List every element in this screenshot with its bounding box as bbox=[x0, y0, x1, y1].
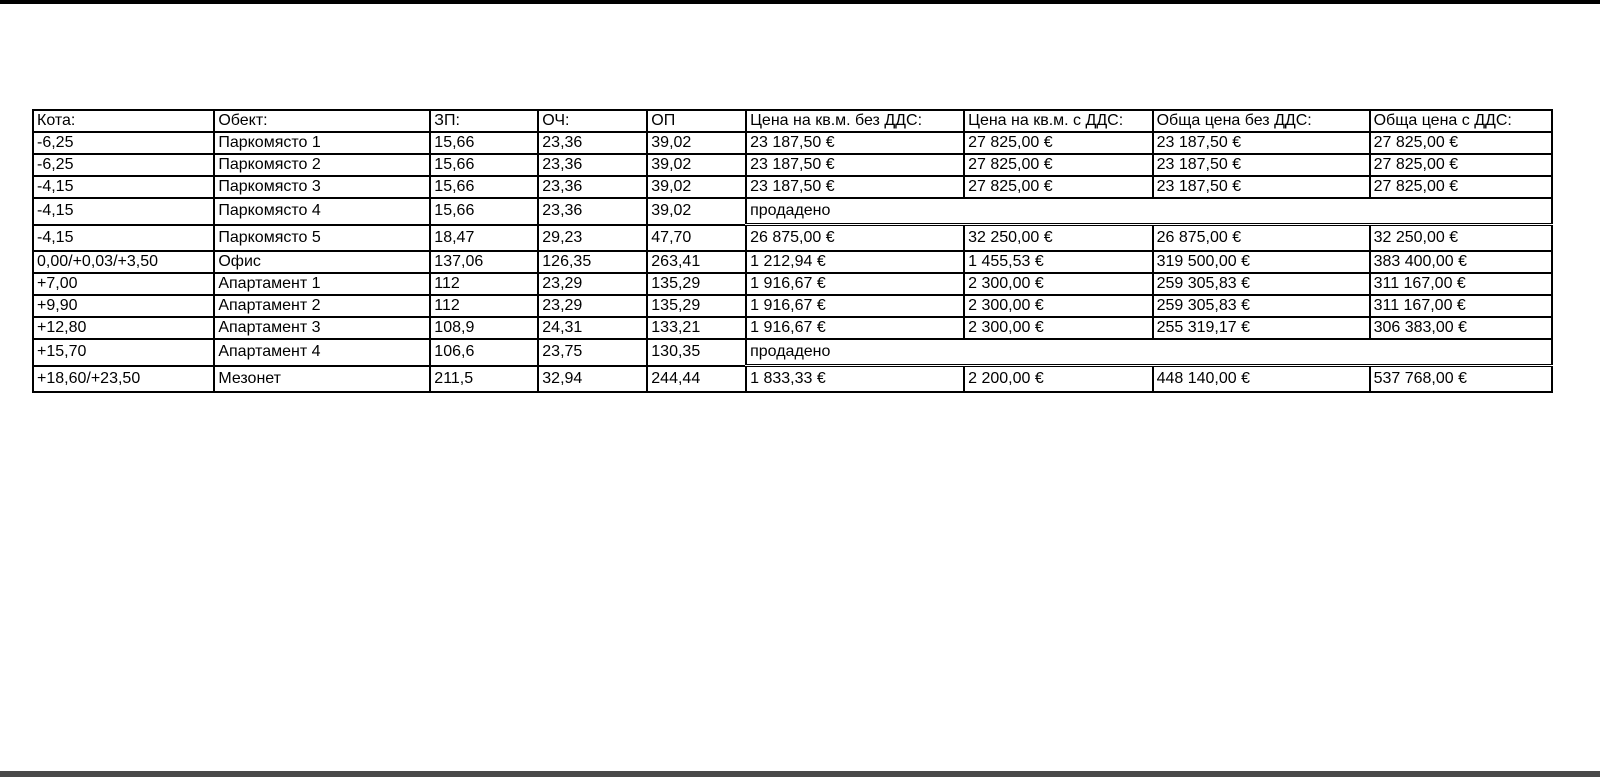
table-cell: 32 250,00 € bbox=[964, 225, 1152, 252]
table-cell: 112 bbox=[430, 273, 538, 295]
table-cell: 319 500,00 € bbox=[1153, 251, 1370, 273]
table-row bbox=[33, 176, 1552, 198]
table-cell: 26 875,00 € bbox=[1153, 225, 1370, 252]
table-cell: +15,70 bbox=[33, 339, 214, 366]
table-cell: 29,23 bbox=[538, 225, 647, 252]
table-cell: -6,25 bbox=[33, 132, 214, 154]
table-cell: 1 916,67 € bbox=[746, 295, 964, 317]
table-cell: +7,00 bbox=[33, 273, 214, 295]
table-cell: 211,5 bbox=[430, 366, 538, 393]
table-cell: 27 825,00 € bbox=[964, 154, 1152, 176]
table-cell: 27 825,00 € bbox=[1370, 132, 1552, 154]
table-cell: 15,66 bbox=[430, 176, 538, 198]
table-cell: 32,94 bbox=[538, 366, 647, 393]
table-cell: 133,21 bbox=[647, 317, 746, 339]
table-cell: +9,90 bbox=[33, 295, 214, 317]
table-cell: 27 825,00 € bbox=[1370, 154, 1552, 176]
table-cell: 2 300,00 € bbox=[964, 317, 1152, 339]
sold-label: продадено bbox=[746, 198, 1552, 225]
table-cell: 23 187,50 € bbox=[1153, 176, 1370, 198]
table-cell: 259 305,83 € bbox=[1153, 295, 1370, 317]
table-cell: 32 250,00 € bbox=[1370, 225, 1552, 252]
header-cell-och: ОЧ: bbox=[538, 110, 647, 132]
header-cell-kota: Кота: bbox=[33, 110, 214, 132]
table-cell: 24,31 bbox=[538, 317, 647, 339]
table-cell: 39,02 bbox=[647, 198, 746, 225]
table-cell: 2 300,00 € bbox=[964, 273, 1152, 295]
table-cell: 126,35 bbox=[538, 251, 647, 273]
header-cell-obekt: Обект: bbox=[214, 110, 430, 132]
table-row bbox=[33, 317, 1552, 339]
table-cell: 18,47 bbox=[430, 225, 538, 252]
table-cell: 537 768,00 € bbox=[1370, 366, 1552, 393]
spreadsheet-area bbox=[32, 109, 1553, 393]
table-cell: 23 187,50 € bbox=[746, 132, 964, 154]
header-cell-op: ОП bbox=[647, 110, 746, 132]
table-cell: 130,35 bbox=[647, 339, 746, 366]
table-cell: 135,29 bbox=[647, 295, 746, 317]
table-cell: 23,36 bbox=[538, 198, 647, 225]
table-cell: 23,36 bbox=[538, 132, 647, 154]
bottom-border-bar bbox=[0, 771, 1600, 777]
table-cell: 23,29 bbox=[538, 295, 647, 317]
table-cell: Апартамент 1 bbox=[214, 273, 430, 295]
table-cell: 1 916,67 € bbox=[746, 317, 964, 339]
table-cell: 255 319,17 € bbox=[1153, 317, 1370, 339]
table-cell: -6,25 bbox=[33, 154, 214, 176]
table-cell: +18,60/+23,50 bbox=[33, 366, 214, 393]
table-cell: 244,44 bbox=[647, 366, 746, 393]
table-cell: Паркомясто 3 bbox=[214, 176, 430, 198]
table-cell: 15,66 bbox=[430, 198, 538, 225]
table-row bbox=[33, 273, 1552, 295]
header-row bbox=[33, 110, 1552, 132]
table-cell: 2 200,00 € bbox=[964, 366, 1152, 393]
table-cell: 27 825,00 € bbox=[964, 176, 1152, 198]
table-cell: 23 187,50 € bbox=[746, 154, 964, 176]
table-cell: -4,15 bbox=[33, 198, 214, 225]
table-cell: 1 916,67 € bbox=[746, 273, 964, 295]
top-border-bar bbox=[0, 0, 1600, 4]
table-cell: Апартамент 4 bbox=[214, 339, 430, 366]
table-cell: Апартамент 3 bbox=[214, 317, 430, 339]
table-cell: 108,9 bbox=[430, 317, 538, 339]
table-cell: 27 825,00 € bbox=[964, 132, 1152, 154]
header-cell-total-vat: Обща цена с ДДС: bbox=[1370, 110, 1552, 132]
table-cell: 306 383,00 € bbox=[1370, 317, 1552, 339]
table-row bbox=[33, 132, 1552, 154]
table-cell: 1 212,94 € bbox=[746, 251, 964, 273]
table-cell: 137,06 bbox=[430, 251, 538, 273]
table-cell: 15,66 bbox=[430, 132, 538, 154]
table-cell: -4,15 bbox=[33, 225, 214, 252]
price-table bbox=[32, 109, 1553, 393]
table-cell: 27 825,00 € bbox=[1370, 176, 1552, 198]
table-row bbox=[33, 295, 1552, 317]
table-cell: 26 875,00 € bbox=[746, 225, 964, 252]
header-cell-price-sqm-no-vat: Цена на кв.м. без ДДС: bbox=[746, 110, 964, 132]
table-cell: 2 300,00 € bbox=[964, 295, 1152, 317]
table-row bbox=[33, 366, 1552, 393]
table-cell: Паркомясто 4 bbox=[214, 198, 430, 225]
table-cell: Апартамент 2 bbox=[214, 295, 430, 317]
table-cell: Офис bbox=[214, 251, 430, 273]
table-cell: 1 833,33 € bbox=[746, 366, 964, 393]
table-cell: 0,00/+0,03/+3,50 bbox=[33, 251, 214, 273]
table-cell: Мезонет bbox=[214, 366, 430, 393]
sold-label: продадено bbox=[746, 339, 1552, 366]
table-cell: 23,36 bbox=[538, 176, 647, 198]
table-row-sold bbox=[33, 339, 1552, 366]
table-cell: 259 305,83 € bbox=[1153, 273, 1370, 295]
table-cell: Паркомясто 1 bbox=[214, 132, 430, 154]
table-row-sold bbox=[33, 198, 1552, 225]
table-cell: 383 400,00 € bbox=[1370, 251, 1552, 273]
table-cell: 23,36 bbox=[538, 154, 647, 176]
table-cell: Паркомясто 5 bbox=[214, 225, 430, 252]
table-cell: 112 bbox=[430, 295, 538, 317]
table-cell: 39,02 bbox=[647, 154, 746, 176]
table-cell: 311 167,00 € bbox=[1370, 273, 1552, 295]
table-cell: 23,29 bbox=[538, 273, 647, 295]
header-cell-total-no-vat: Обща цена без ДДС: bbox=[1153, 110, 1370, 132]
table-cell: 1 455,53 € bbox=[964, 251, 1152, 273]
table-cell: 23,75 bbox=[538, 339, 647, 366]
table-cell: 39,02 bbox=[647, 176, 746, 198]
table-cell: 23 187,50 € bbox=[1153, 154, 1370, 176]
table-cell: 135,29 bbox=[647, 273, 746, 295]
table-row bbox=[33, 225, 1552, 252]
table-cell: +12,80 bbox=[33, 317, 214, 339]
table-cell: -4,15 bbox=[33, 176, 214, 198]
table-cell: 23 187,50 € bbox=[1153, 132, 1370, 154]
table-row bbox=[33, 154, 1552, 176]
table-cell: 47,70 bbox=[647, 225, 746, 252]
table-cell: 263,41 bbox=[647, 251, 746, 273]
table-cell: 311 167,00 € bbox=[1370, 295, 1552, 317]
table-cell: 448 140,00 € bbox=[1153, 366, 1370, 393]
table-row bbox=[33, 251, 1552, 273]
table-cell: 106,6 bbox=[430, 339, 538, 366]
table-cell: 15,66 bbox=[430, 154, 538, 176]
header-cell-price-sqm-vat: Цена на кв.м. с ДДС: bbox=[964, 110, 1152, 132]
header-cell-zp: ЗП: bbox=[430, 110, 538, 132]
table-cell: Паркомясто 2 bbox=[214, 154, 430, 176]
table-cell: 23 187,50 € bbox=[746, 176, 964, 198]
table-cell: 39,02 bbox=[647, 132, 746, 154]
